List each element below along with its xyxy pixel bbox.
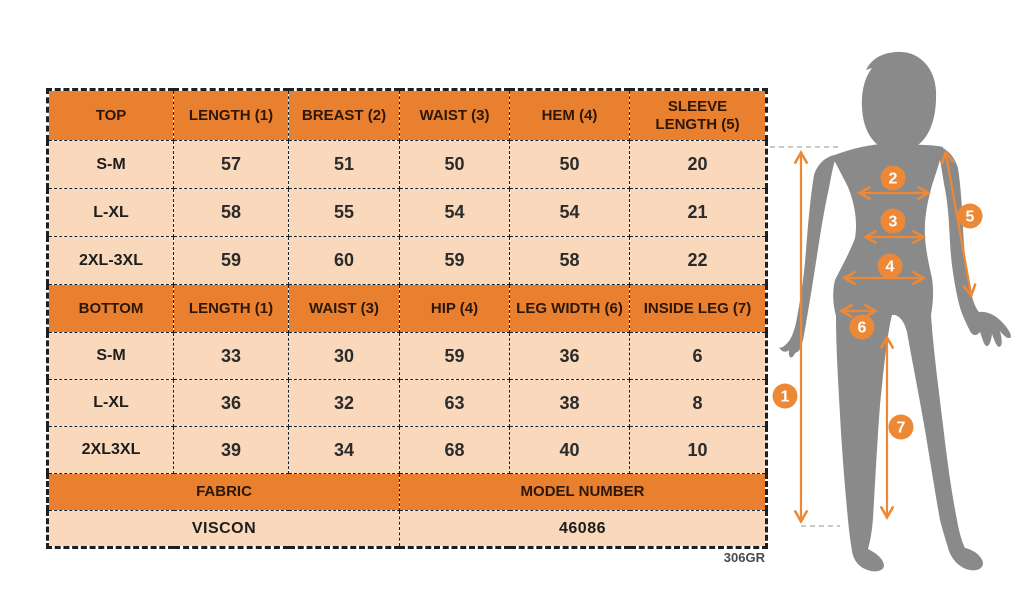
measurement-value: 50 <box>400 141 510 189</box>
measurement-value: 39 <box>174 427 289 474</box>
header-cell: TOP <box>48 90 174 141</box>
measurement-value: 59 <box>400 237 510 285</box>
measurement-value: 36 <box>174 380 289 427</box>
badge-number: 6 <box>857 319 867 337</box>
measurement-value: 54 <box>510 189 630 237</box>
left-arm-silhouette <box>779 155 836 357</box>
header-cell: SLEEVE LENGTH (5) <box>630 90 767 141</box>
measurement-value: 32 <box>289 380 400 427</box>
measurement-value: 22 <box>630 237 767 285</box>
body-silhouette <box>779 52 1011 572</box>
header-cell: LENGTH (1) <box>174 90 289 141</box>
measurement-value: 34 <box>289 427 400 474</box>
measurement-value: 10 <box>630 427 767 474</box>
info-value-row <box>48 511 767 548</box>
info-header-row <box>48 474 767 511</box>
badge-7 <box>889 415 914 440</box>
guide-lines <box>770 147 840 526</box>
table-row <box>48 141 767 189</box>
header-cell: WAIST (3) <box>289 285 400 333</box>
measurement-value: 58 <box>174 189 289 237</box>
measurement-value: 40 <box>510 427 630 474</box>
measurement-value: 21 <box>630 189 767 237</box>
measurement-value: 57 <box>174 141 289 189</box>
badge-number: 5 <box>965 208 975 226</box>
measurement-value: 59 <box>400 333 510 380</box>
header-cell: BREAST (2) <box>289 90 400 141</box>
measurement-value: 51 <box>289 141 400 189</box>
measurement-value: 36 <box>510 333 630 380</box>
badge-6 <box>850 315 875 340</box>
size-label: 2XL-3XL <box>48 237 174 285</box>
model-number-value: 46086 <box>400 511 767 548</box>
style-code: 306GR <box>723 550 765 565</box>
measurement-value: 38 <box>510 380 630 427</box>
badge-2 <box>881 166 906 191</box>
measurement-value: 55 <box>289 189 400 237</box>
table-row <box>48 380 767 427</box>
table-row <box>48 189 767 237</box>
badge-3 <box>881 209 906 234</box>
size-chart-table <box>46 88 768 549</box>
measurement-value: 59 <box>174 237 289 285</box>
measurement-value: 54 <box>400 189 510 237</box>
badge-number: 2 <box>888 170 898 188</box>
header-cell: INSIDE LEG (7) <box>630 285 767 333</box>
table-row <box>48 237 767 285</box>
header-cell: WAIST (3) <box>400 90 510 141</box>
header-cell: BOTTOM <box>48 285 174 333</box>
table-row <box>48 333 767 380</box>
measurement-figure <box>768 40 1024 580</box>
size-label: 2XL3XL <box>48 427 174 474</box>
top-header-row <box>48 90 767 141</box>
header-cell: LENGTH (1) <box>174 285 289 333</box>
badge-number: 3 <box>888 213 898 231</box>
measurement-value: 20 <box>630 141 767 189</box>
measurement-value: 50 <box>510 141 630 189</box>
right-arm-silhouette <box>937 146 1011 347</box>
header-cell: LEG WIDTH (6) <box>510 285 630 333</box>
measurement-value: 33 <box>174 333 289 380</box>
size-label: S-M <box>48 333 174 380</box>
measurement-value: 68 <box>400 427 510 474</box>
measurement-value: 60 <box>289 237 400 285</box>
table-row <box>48 427 767 474</box>
badge-number: 1 <box>780 388 790 406</box>
fabric-header-cell: FABRIC <box>48 474 400 511</box>
measurement-value: 63 <box>400 380 510 427</box>
bottom-header-row <box>48 285 767 333</box>
size-label: L-XL <box>48 380 174 427</box>
measurement-value: 6 <box>630 333 767 380</box>
badge-4 <box>878 254 903 279</box>
model-number-header-cell: MODEL NUMBER <box>400 474 767 511</box>
measurement-value: 30 <box>289 333 400 380</box>
badge-1 <box>773 384 798 409</box>
badge-number: 7 <box>896 419 906 437</box>
measurement-value: 58 <box>510 237 630 285</box>
woman-silhouette-diagram <box>768 40 1024 580</box>
measurement-value: 8 <box>630 380 767 427</box>
fabric-value: VISCON <box>48 511 400 548</box>
badge-number: 4 <box>885 258 895 276</box>
size-label: S-M <box>48 141 174 189</box>
badge-5 <box>958 204 983 229</box>
header-cell: HEM (4) <box>510 90 630 141</box>
header-cell: HIP (4) <box>400 285 510 333</box>
size-label: L-XL <box>48 189 174 237</box>
